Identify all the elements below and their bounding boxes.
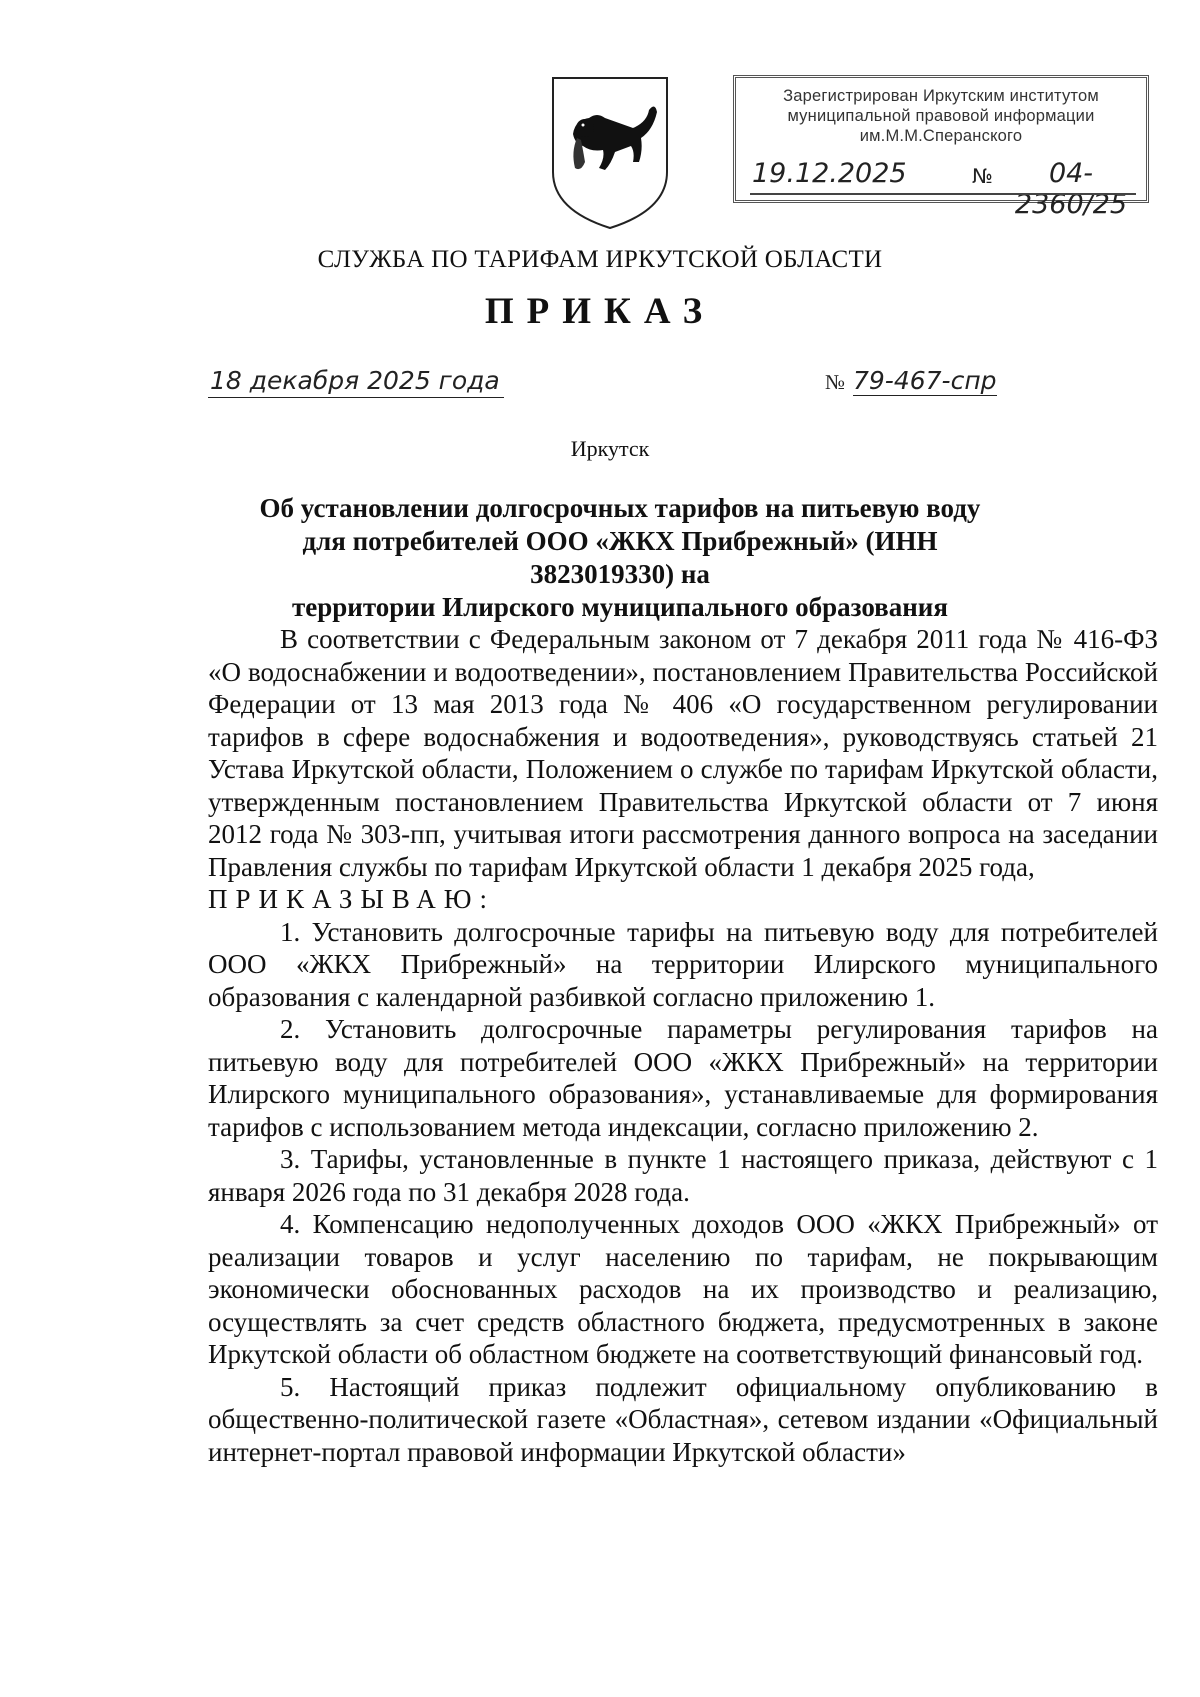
order-number-label: №: [825, 370, 846, 394]
stamp-line-1: Зарегистрирован Иркутским институтом: [783, 87, 1099, 105]
order-item-1: 1. Установить долгосрочные тарифы на питьевую воду для потребителей ООО «ЖКХ Прибрежный» на территории Илирского муниципального образования с календарной разбивкой согласно приложению 1.: [208, 916, 1158, 1012]
document-title-line-3: территории Илирского муниципального образования: [292, 592, 948, 622]
stamp-date: 19.12.2025: [752, 158, 907, 189]
registration-stamp: [733, 75, 1149, 220]
document-title-line-2: для потребителей ООО «ЖКХ Прибрежный» (ИНН 3823019330) на: [302, 526, 938, 589]
stamp-number: 04-2360/25: [1014, 158, 1128, 220]
order-item-4: 4. Компенсацию недополученных доходов ООО «ЖКХ Прибрежный» от реализации товаров и услуг населению по тарифам, не покрывающим экономически обоснованных расходов на их производство и реализацию, осуществлять за счет средств областного бюджета, предусмотренных в законе Иркутской области об областном бюджете на соответствующий финансовый год.: [208, 1209, 1158, 1369]
city: Иркутск: [570, 436, 650, 461]
stamp-number-label: №: [972, 164, 993, 188]
order-number-block: [825, 366, 997, 395]
order-item-5: 5. Настоящий приказ подлежит официальному опубликованию в общественно-политической газете «Областная», сетевом издании «Официальный интернет-портал правовой информации Иркутской области»: [208, 1371, 1158, 1467]
document-body: [208, 623, 1158, 1468]
order-number: 79-467-спр: [853, 366, 997, 395]
document-title-line-1: Об установлении долгосрочных тарифов на питьевую воду: [259, 493, 981, 523]
order-date: 18 декабря 2025 года: [208, 366, 504, 398]
order-title: ПРИКАЗ: [484, 291, 716, 332]
preamble-paragraph: В соответствии с Федеральным законом от 7 декабря 2011 года № 416-ФЗ «О водоснабжении и водоотведении», постановлением Правительства Российской Федерации от 13 мая 2013 года № 406 «О государственном регулировании тарифов в сфере водоснабжения и водоотведения», руководствуясь статьей 21 Устава Иркутской области, Положением о службе по тарифам Иркутской области, утвержденным постановлением Правительства Иркутской области от 7 июня 2012 года № 303-пп, учитывая итоги рассмотрения данного вопроса на заседании Правления службы по тарифам Иркутской области 1 декабря 2025 года,: [208, 624, 1158, 882]
order-item-2: 2. Установить долгосрочные параметры регулирования тарифов на питьевую воду для потребителей ООО «ЖКХ Прибрежный» на территории Илирского муниципального образования», устанавливаемые для формирования тарифов с использованием метода индексации, согласно приложению 2.: [208, 1014, 1158, 1142]
order-item-3: 3. Тарифы, установленные в пункте 1 настоящего приказа, действуют с 1 января 2026 года по 31 декабря 2028 года.: [208, 1144, 1158, 1207]
stamp-underline: [750, 193, 1136, 195]
document-title: [230, 492, 1010, 624]
decree-word: ПРИКАЗЫВАЮ:: [208, 884, 495, 914]
stamp-line-3: им.М.М.Сперанского: [859, 127, 1023, 145]
coat-of-arms-emblem: [545, 72, 675, 232]
agency-name: СЛУЖБА ПО ТАРИФАМ ИРКУТСКОЙ ОБЛАСТИ: [317, 246, 883, 273]
stamp-line-2: муниципальной правовой информации: [787, 107, 1095, 125]
